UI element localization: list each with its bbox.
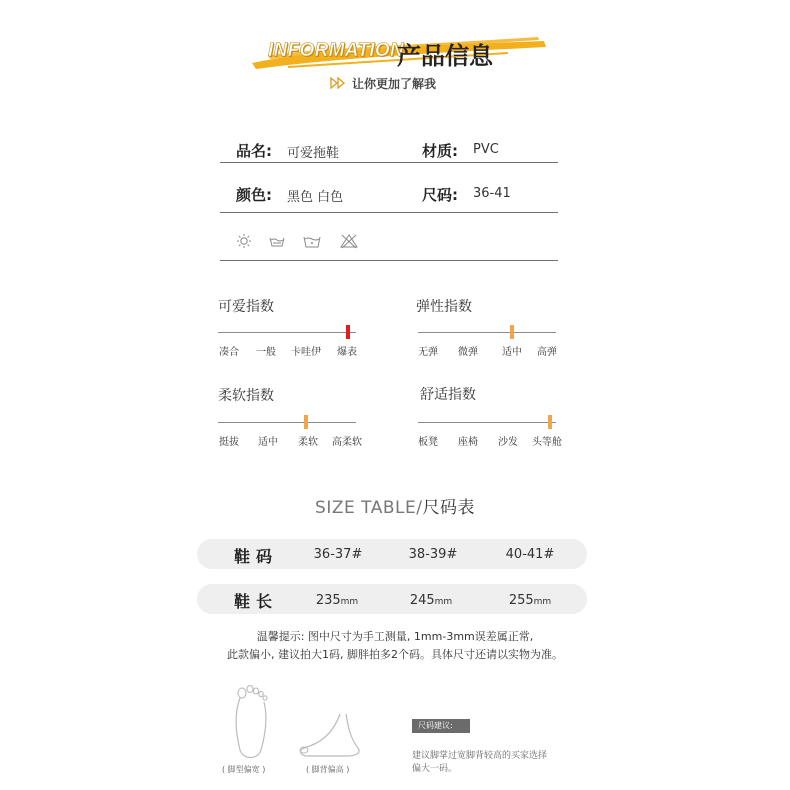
size-table-title-en: SIZE TABLE/ xyxy=(315,498,423,518)
info-label-size: 尺码: xyxy=(422,186,458,204)
no-bleach-icon xyxy=(340,233,358,249)
softness-index-title: 柔软指数 xyxy=(218,388,274,404)
size-table-title-cn: 尺码表 xyxy=(422,498,475,518)
softness-index-marker xyxy=(304,415,308,429)
foot-instep-caption: ( 脚背偏高 ) xyxy=(306,765,350,774)
elasticity-index-tick: 适中 xyxy=(502,347,522,358)
size-advice-text: 建议脚掌过宽脚背较高的买家选择 xyxy=(412,751,548,761)
divider xyxy=(220,162,558,163)
cute-index-marker xyxy=(346,325,350,339)
elasticity-index-tick: 微弹 xyxy=(458,347,478,358)
header-title-cn: 产品信息 xyxy=(397,42,493,70)
divider xyxy=(220,212,558,213)
length-cell: 235mm xyxy=(315,593,359,608)
comfort-index-tick: 板凳 xyxy=(418,437,438,448)
divider xyxy=(220,260,558,261)
size-cell: 36-37# xyxy=(313,547,363,562)
size-table-title xyxy=(0,493,790,518)
size-row-label: 鞋码 xyxy=(234,547,279,566)
elasticity-index-title: 弹性指数 xyxy=(416,299,472,315)
info-label-material: 材质: xyxy=(422,142,458,160)
header-subtitle: 让你更加了解我 xyxy=(352,77,437,91)
elasticity-index-tick: 高弹 xyxy=(537,347,557,358)
wide-foot-icon xyxy=(228,684,274,762)
softness-index-scale xyxy=(218,422,356,423)
hand-wash-icon xyxy=(268,233,286,249)
size-cell: 40-41# xyxy=(505,547,555,562)
softness-index-tick: 适中 xyxy=(258,437,278,448)
info-label-name: 品名: xyxy=(236,142,272,160)
cute-index-scale xyxy=(218,332,356,333)
play-arrow-icon xyxy=(330,77,348,89)
info-value-name: 可爱拖鞋 xyxy=(287,146,340,161)
softness-index-tick: 柔软 xyxy=(298,437,318,448)
comfort-index-scale xyxy=(418,422,556,423)
comfort-index-tick: 沙发 xyxy=(498,437,518,448)
info-value-material: PVC xyxy=(473,142,499,157)
comfort-index-tick: 头等舱 xyxy=(532,437,562,448)
elasticity-index-scale xyxy=(418,332,556,333)
cute-index-tick: 凑合 xyxy=(219,347,239,358)
size-advice-text: 偏大一码。 xyxy=(412,764,458,774)
sun-dry-icon xyxy=(235,233,253,249)
tip-line: 此款偏小, 建议拍大1码, 脚胖拍多2个码。具体尺寸还请以实物为准。 xyxy=(227,648,563,661)
comfort-index-tick: 座椅 xyxy=(458,437,478,448)
elasticity-index-marker xyxy=(510,325,514,339)
cute-index-title: 可爱指数 xyxy=(218,299,274,315)
size-advice-label: 尺码建议: xyxy=(418,721,453,730)
softness-index-tick: 挺拔 xyxy=(219,437,239,448)
foot-width-caption: ( 脚型偏宽 ) xyxy=(222,765,266,774)
tip-line: 温馨提示: 图中尺寸为手工测量, 1mm-3mm误差属正常, xyxy=(256,630,534,643)
info-value-color: 黑色 白色 xyxy=(287,190,344,205)
size-row-label: 鞋长 xyxy=(234,592,279,611)
comfort-index-title: 舒适指数 xyxy=(420,387,476,403)
softness-index-tick: 高柔软 xyxy=(332,437,362,448)
info-label-color: 颜色: xyxy=(236,186,272,204)
comfort-index-marker xyxy=(548,415,552,429)
high-instep-icon xyxy=(296,712,368,758)
info-value-size: 36-41 xyxy=(473,186,511,201)
length-cell: 245mm xyxy=(409,593,453,608)
size-cell: 38-39# xyxy=(408,547,458,562)
cute-index-tick: 卡哇伊 xyxy=(291,347,321,358)
cute-index-tick: 一般 xyxy=(256,347,276,358)
elasticity-index-tick: 无弹 xyxy=(418,347,438,358)
length-cell: 255mm xyxy=(508,593,552,608)
cute-index-tick: 爆表 xyxy=(337,347,357,358)
wash-tub-icon xyxy=(303,233,321,249)
header-title-en: INFORMATION xyxy=(268,40,404,61)
